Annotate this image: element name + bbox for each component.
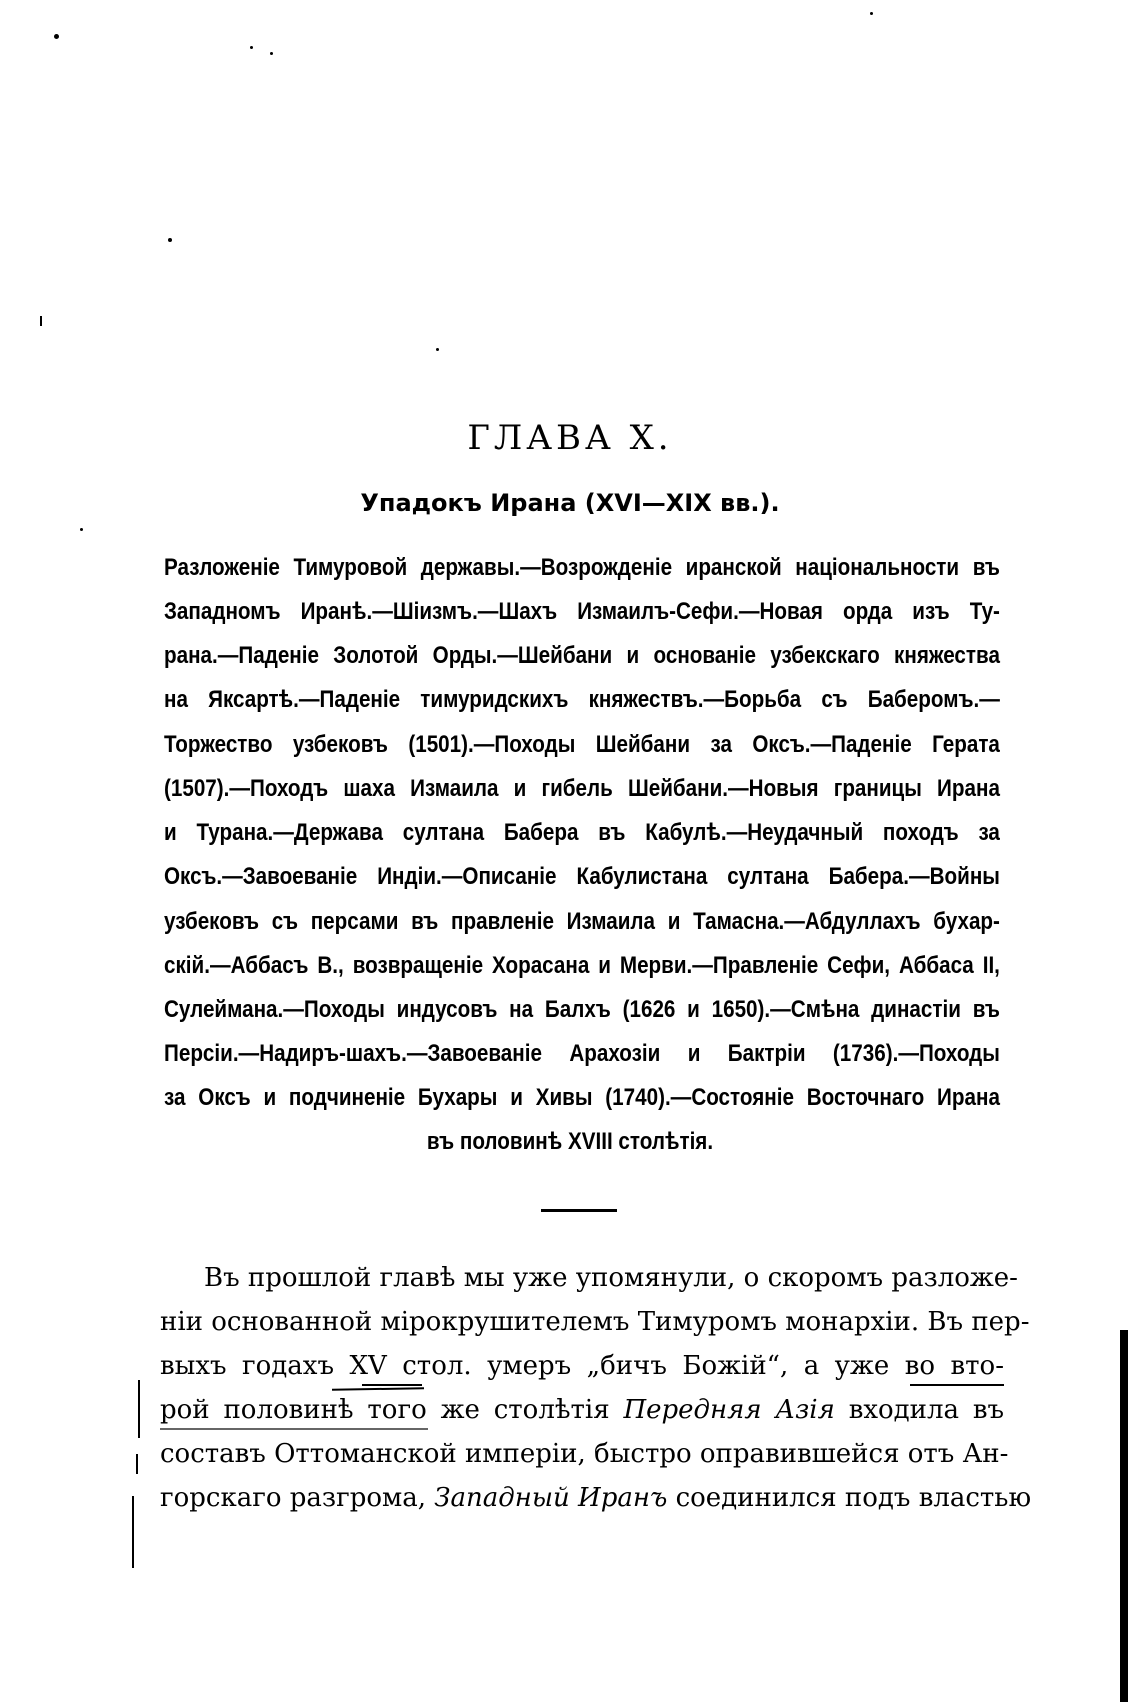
summary-line: на Яксартѣ.—Паденіе тимуридскихъ княжествъ.—Борьба съ Баберомъ.— <box>164 686 1000 713</box>
summary-line: и Турана.—Держава султана Бабера въ Кабулѣ.—Неудачный походъ за <box>164 819 1000 846</box>
summary-line: Оксъ.—Завоеваніе Индіи.—Описаніе Кабулистана султана Бабера.—Войны <box>164 863 1000 890</box>
pencil-underline <box>160 1428 428 1430</box>
summary-line: за Оксъ и подчиненіе Бухары и Хивы (1740).—Состояніе Восточнаго Ирана <box>164 1084 1000 1111</box>
body-text-run: соединился подъ властью <box>675 1483 1032 1513</box>
section-divider <box>541 1209 617 1212</box>
summary-line: Сулеймана.—Походы индусовъ на Балхъ (1626 и 1650).—Смѣна династіи въ <box>164 996 1000 1023</box>
summary-line: узбековъ съ персами въ правленіе Измаила и Тамасна.—Абдуллахъ бухар- <box>164 908 1000 935</box>
pencil-underline <box>362 1384 422 1386</box>
summary-line: Разложеніе Тимуровой державы.—Возрожденіе иранской національности въ <box>164 554 1000 581</box>
pencil-underline <box>332 1387 424 1391</box>
scan-speck <box>80 528 83 531</box>
body-line <box>160 1394 1004 1426</box>
chapter-title: ГЛАВА X. <box>467 418 673 458</box>
summary-line: скій.—Аббасъ В., возвращеніе Хорасана и Мерви.—Правленіе Сефи, Аббаса II, <box>164 952 1000 979</box>
body-line: составъ Оттоманской имперіи, быстро оправившейся отъ Ан- <box>160 1439 1009 1469</box>
scan-edge-shadow <box>1120 1330 1128 1702</box>
scan-speck <box>436 348 439 351</box>
margin-mark <box>136 1454 138 1474</box>
chapter-subtitle: Упадокъ Ирана (XVI—XIX вв.). <box>360 489 780 517</box>
scan-speck <box>40 316 42 326</box>
body-line <box>160 1482 1032 1514</box>
scan-speck <box>270 52 273 55</box>
margin-mark <box>138 1380 140 1438</box>
emphasis-text: Западный Иранъ <box>434 1483 668 1513</box>
body-text-run: рой половинѣ того же столѣтія <box>160 1395 610 1425</box>
summary-line: Персіи.—Надиръ-шахъ.—Завоеваніе Арахозіи и Бактріи (1736).—Походы <box>164 1040 1000 1067</box>
body-text-run: входила въ <box>848 1395 1005 1425</box>
summary-line: (1507).—Походъ шаха Измаила и гибель Шейбани.—Новыя границы Ирана <box>164 775 1000 802</box>
scan-speck <box>54 34 59 39</box>
margin-mark <box>132 1496 134 1568</box>
scan-speck <box>870 12 873 15</box>
summary-line: Торжество узбековъ (1501).—Походы Шейбани за Оксъ.—Паденіе Герата <box>164 731 1000 758</box>
scan-speck <box>250 46 253 49</box>
body-line: ніи основанной міpокрушителемъ Тимуромъ монархіи. Въ пер- <box>160 1307 1030 1337</box>
emphasis-text: Передняя Азія <box>623 1395 835 1425</box>
body-line: выхъ годахъ XV стол. умеръ „бичъ Божій“, а уже во вто- <box>160 1351 1004 1381</box>
body-text-run: горскаго разгрома, <box>160 1483 427 1513</box>
summary-line: Западномъ Иранѣ.—Шіизмъ.—Шахъ Измаилъ-Сефи.—Новая орда изъ Ту- <box>164 598 1000 625</box>
summary-line: рана.—Паденіе Золотой Орды.—Шейбани и основаніе узбекскаго княжества <box>164 642 1000 669</box>
pencil-underline <box>910 1384 1004 1386</box>
scan-speck <box>168 238 172 242</box>
body-line: Въ прошлой главѣ мы уже упомянули, о скоромъ разложе- <box>204 1263 1018 1293</box>
summary-line: въ половинѣ XVIII столѣтія. <box>426 1128 714 1155</box>
